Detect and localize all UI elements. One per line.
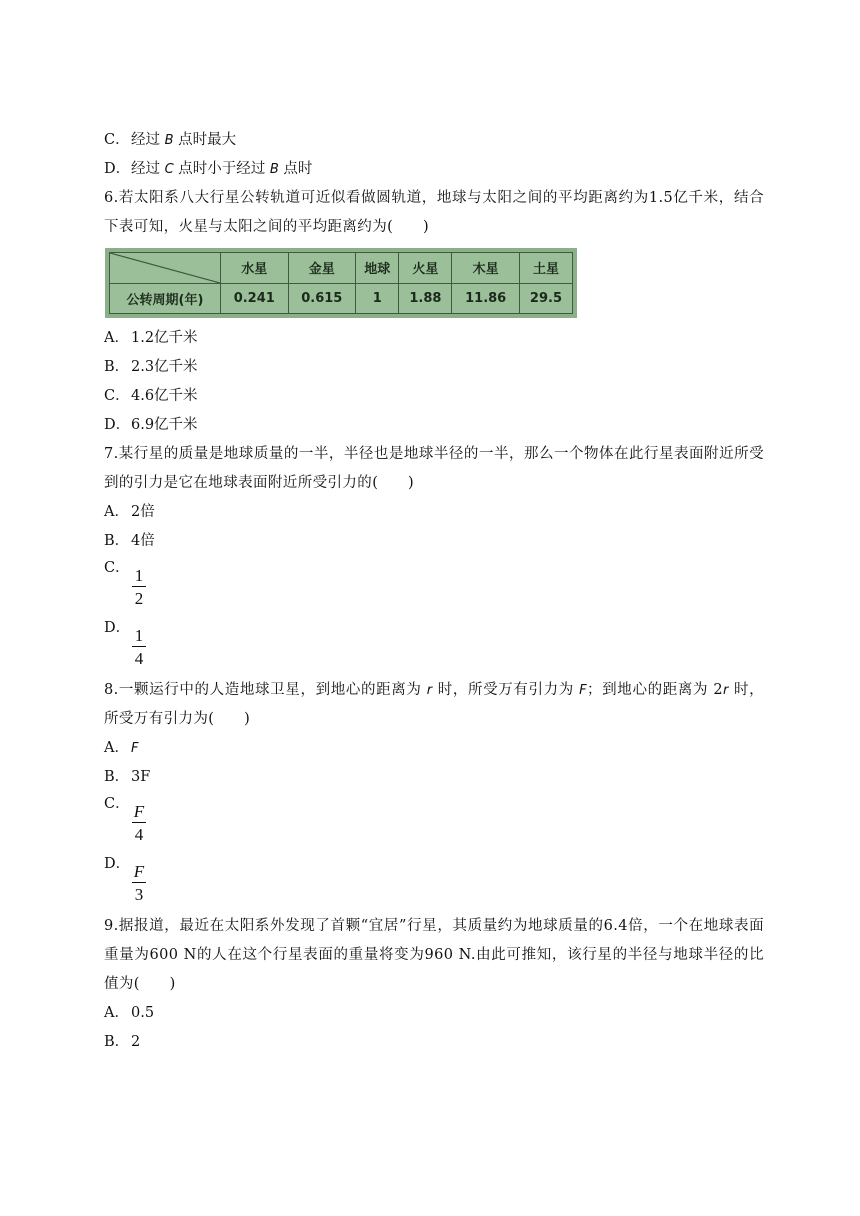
option-text-part: 点时最大 [173, 132, 237, 148]
option-text: 2 [131, 1034, 141, 1050]
table [109, 252, 573, 314]
option-text: 2.3亿千米 [131, 359, 198, 375]
variable-r: r [722, 683, 729, 698]
option-letter: B． [104, 359, 130, 375]
option-text-part: 点时小于经过 [173, 161, 270, 177]
q9-option-a [104, 999, 764, 1028]
planet-period-table [105, 248, 577, 318]
table-header-cell: 火星 [399, 253, 452, 284]
exam-page [104, 126, 764, 1057]
question-6-text: 6.若太阳系八大行星公转轨道可近似看做圆轨道，地球与太阳之间的平均距离约为1.5亿千米，结合下表可知，火星与太阳之间的平均距离约为( ) [104, 190, 764, 235]
option-letter: C． [104, 560, 130, 576]
option-d-prev [104, 155, 764, 184]
table-cell: 1.88 [399, 283, 452, 314]
variable-b: B [164, 133, 174, 148]
fraction [132, 566, 146, 608]
fraction [132, 802, 146, 844]
fraction [132, 626, 146, 668]
option-c-prev [104, 126, 764, 155]
question-text-part: 8.一颗运行中的人造地球卫星，到地心的距离为 [104, 682, 427, 698]
option-text: F [131, 741, 139, 756]
table-cell: 1 [356, 283, 399, 314]
q8-option-b [104, 763, 764, 792]
option-text: 3F [131, 769, 151, 785]
q6-option-c [104, 382, 764, 411]
table-cell: 29.5 [519, 283, 572, 314]
fraction-denominator: 4 [134, 825, 144, 844]
option-letter: A． [104, 504, 129, 520]
fraction-numerator: F [133, 802, 145, 821]
table-cell: 11.86 [452, 283, 520, 314]
option-text: 2倍 [131, 504, 155, 520]
fraction-bar [132, 646, 146, 647]
q6-option-b [104, 353, 764, 382]
fraction-denominator: 4 [134, 649, 144, 668]
option-text-part: 经过 [131, 161, 165, 177]
question-7-text: 7.某行星的质量是地球质量的一半，半径也是地球半径的一半，那么一个物体在此行星表面附近所受到的引力是它在地球表面附近所受引力的( ) [104, 446, 764, 491]
q8-option-d [104, 852, 764, 912]
q6-option-a [104, 324, 764, 353]
q7-option-b [104, 527, 764, 556]
question-8-text [104, 676, 764, 734]
table-row [110, 283, 573, 314]
question-text-part: 时，所受万有引力为( ) [104, 682, 764, 727]
option-text: 0.5 [131, 1005, 155, 1021]
option-letter: B． [104, 769, 130, 785]
option-letter: B． [104, 1034, 130, 1050]
table-cell: 0.241 [221, 283, 289, 314]
option-letter: B． [104, 533, 130, 549]
table-row-label: 公转周期(年) [110, 283, 221, 314]
fraction [132, 862, 146, 904]
fraction-numerator: F [133, 862, 145, 881]
option-letter: D． [104, 856, 131, 872]
option-text: 4.6亿千米 [131, 388, 198, 404]
question-text-part: 时，所受万有引力为 [432, 682, 580, 698]
option-letter: D． [104, 417, 131, 433]
diagonal-line-icon [110, 253, 220, 283]
q8-option-a [104, 734, 764, 763]
option-letter: C． [104, 132, 130, 148]
option-letter: C． [104, 388, 130, 404]
table-header-cell: 地球 [356, 253, 399, 284]
option-letter: A． [104, 1005, 129, 1021]
diagonal-header-cell [110, 253, 221, 284]
option-text: 4倍 [131, 533, 155, 549]
option-letter: A． [104, 740, 129, 756]
variable-f: F [579, 683, 588, 698]
q6-option-d [104, 411, 764, 440]
fraction-numerator: 1 [134, 626, 144, 645]
table-header-cell: 金星 [288, 253, 356, 284]
q9-option-b [104, 1028, 764, 1057]
option-letter: D． [104, 161, 131, 177]
question-9-text: 9.据报道，最近在太阳系外发现了首颗“宜居”行星，其质量约为地球质量的6.4倍，一个在地球表面重量为600 N的人在这个行星表面的重量将变为960 N.由此可推知，该行星的半径与地球半径的比值为( ) [104, 918, 764, 992]
question-text-part: ；到地心的距离为 2 [587, 682, 723, 698]
table-header-row [110, 253, 573, 284]
option-text: 6.9亿千米 [131, 417, 198, 433]
table-header-cell: 水星 [221, 253, 289, 284]
fraction-bar [132, 822, 146, 823]
table-header-cell: 木星 [452, 253, 520, 284]
option-text-part: 点时 [278, 161, 313, 177]
q7-option-a [104, 498, 764, 527]
fraction-bar [132, 882, 146, 883]
variable-b: B [269, 162, 279, 177]
option-text: 1.2亿千米 [131, 330, 198, 346]
option-text-part: 经过 [131, 132, 165, 148]
fraction-denominator: 2 [134, 589, 144, 608]
option-letter: D． [104, 620, 131, 636]
option-letter: A． [104, 330, 129, 346]
q7-option-d [104, 616, 764, 676]
variable-r: r [426, 683, 433, 698]
q7-option-c [104, 556, 764, 616]
fraction-numerator: 1 [134, 566, 144, 585]
table-header-cell: 土星 [519, 253, 572, 284]
table-cell: 0.615 [288, 283, 356, 314]
q8-option-c [104, 792, 764, 852]
option-letter: C． [104, 796, 130, 812]
variable-c: C [164, 162, 174, 177]
fraction-denominator: 3 [134, 885, 144, 904]
fraction-bar [132, 586, 146, 587]
